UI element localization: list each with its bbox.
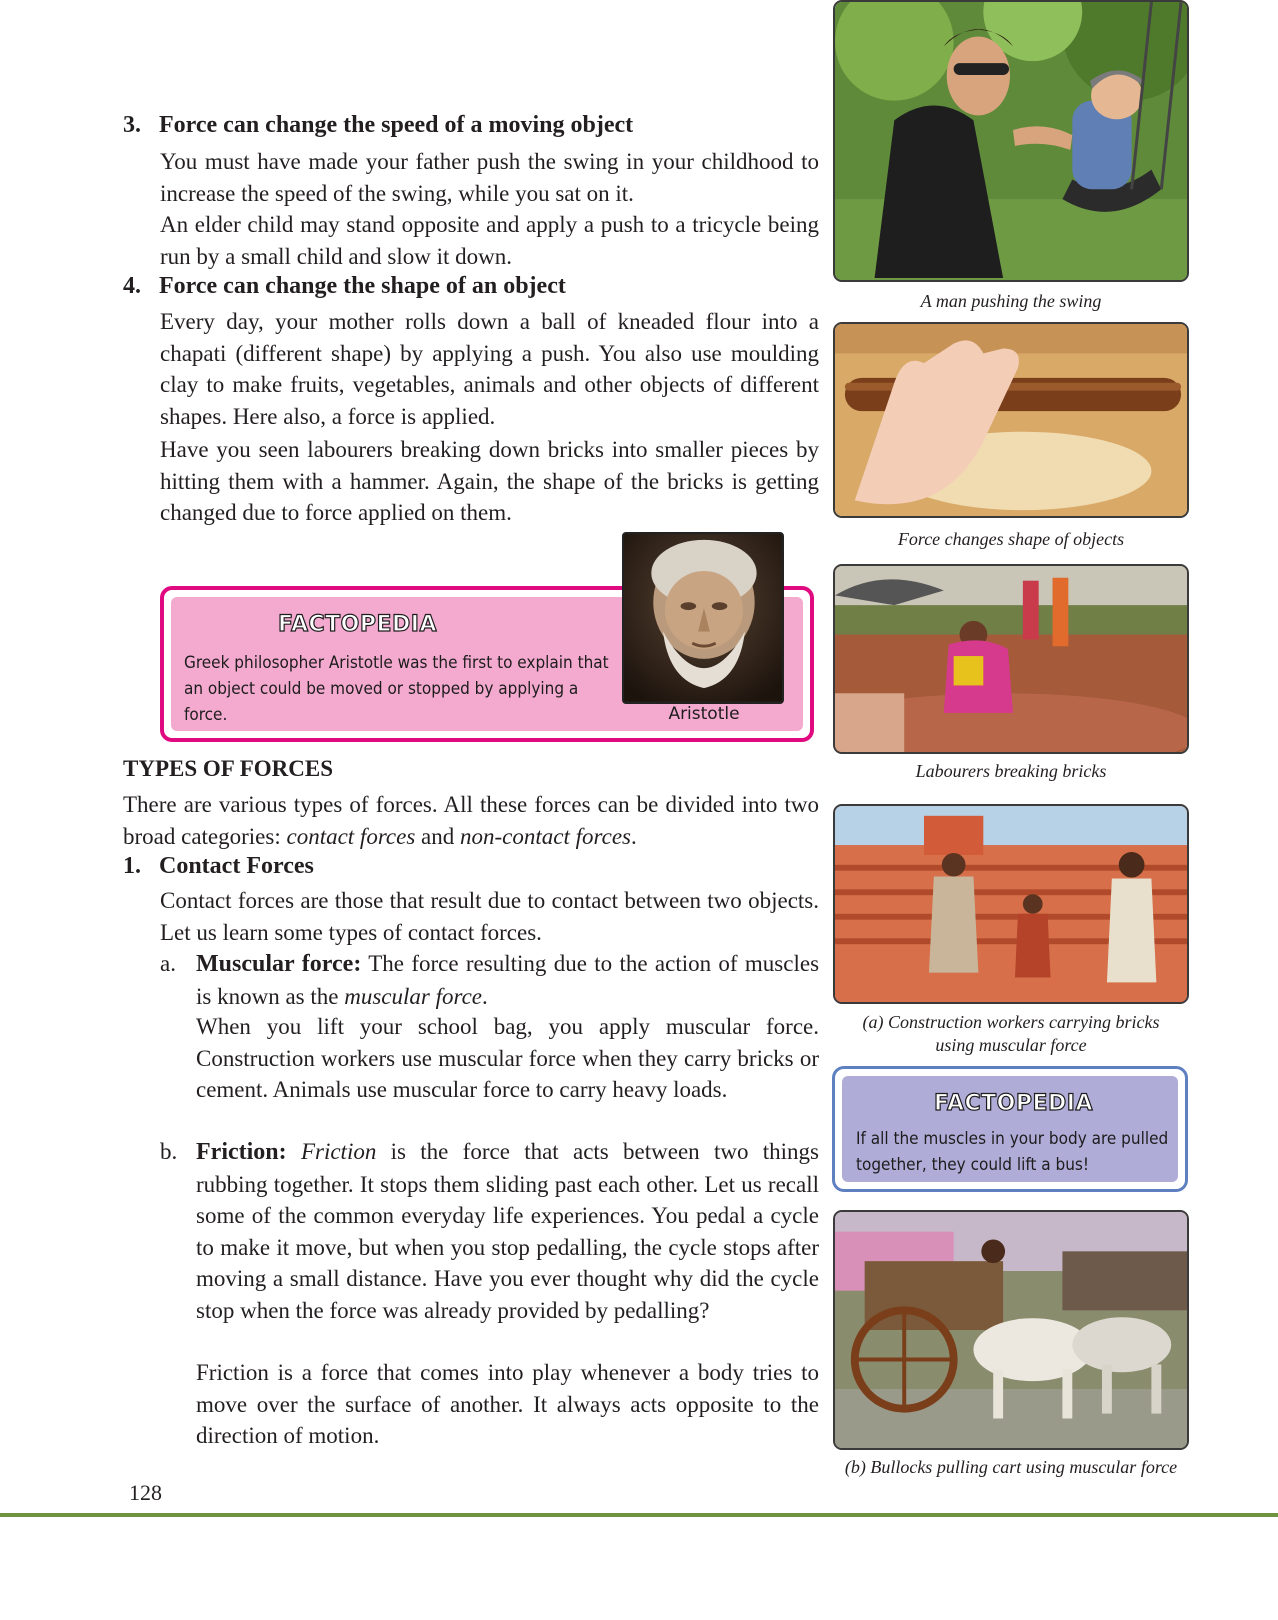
bullocks-caption: (b) Bullocks pulling cart using muscular force — [844, 1457, 1178, 1477]
contact-forces-paragraph: Contact forces are those that result due to contact between two objects. Let us learn some types of contact forces. — [160, 888, 819, 945]
section-3-title: Force can change the speed of a moving object — [159, 112, 634, 138]
muscular-force-letter: a. — [160, 951, 176, 976]
section-4-title: Force can change the shape of an object — [159, 273, 566, 299]
muscular-force-italic: muscular force — [344, 983, 482, 1009]
friction-paragraph-2: Friction is a force that comes into play whenever a body tries to move over the surface of another. It always acts opposite to the direction of motion. — [196, 1360, 819, 1448]
types-noncontact-forces-term: non-contact forces — [460, 823, 631, 849]
aristotle-bust-illustration — [624, 534, 782, 702]
construction-workers-photo — [833, 804, 1189, 1004]
swing-caption: A man pushing the swing — [920, 291, 1102, 311]
factopedia-line-2: an object could be moved or stopped by applying a force. — [184, 679, 579, 725]
bullock-cart-photo — [833, 1210, 1189, 1450]
page-number: 128 — [129, 1480, 162, 1505]
bullock-cart-illustration — [835, 1212, 1187, 1448]
footer-rule — [0, 1513, 1278, 1517]
friction-paragraph — [196, 1136, 819, 1326]
construction-caption-line-1: (a) Construction workers carrying bricks — [862, 1012, 1160, 1032]
section-3-heading — [123, 112, 633, 139]
muscular-force-text: The force resulting due to the action of muscles is known as the — [196, 951, 820, 1009]
muscular-force-paragraph — [196, 948, 819, 1012]
muscular-force-term: Muscular force: — [196, 951, 362, 977]
aristotle-label: Aristotle — [668, 704, 740, 724]
factopedia-2-title: FACTOPEDIA — [934, 1091, 1094, 1116]
aristotle-bust-image — [622, 532, 784, 704]
section-4-heading — [123, 273, 566, 300]
friction-italic: Friction — [300, 1139, 377, 1164]
chapati-photo-illustration — [835, 324, 1187, 516]
friction-text: is the force that acts between two things rubbing together. It stops them sliding past each other. Let us recall some of the common everyday life experiences. You pedal a cycle to make it move, but when you stop pedalling, the cycle stops after moving a small distance. Have you ever thought why did the cycle stop when the force was already provided by pedalling? — [196, 1139, 820, 1323]
construction-caption — [833, 1011, 1189, 1057]
friction-term: Friction: — [196, 1139, 287, 1165]
labourers-photo — [833, 564, 1189, 754]
factopedia-2-line-1: If all the muscles in your body are pulled — [856, 1129, 1169, 1149]
types-contact-forces-term: contact forces — [286, 823, 416, 849]
types-of-forces-heading: TYPES OF FORCES — [123, 756, 334, 781]
types-intro-paragraph — [123, 789, 819, 852]
chapati-caption: Force changes shape of objects — [897, 529, 1125, 549]
contact-forces-title: Contact Forces — [159, 853, 314, 879]
friction-letter: b. — [160, 1139, 178, 1164]
section-4-paragraph-1: Every day, your mother rolls down a ball of kneaded flour into a chapati (different shape) by applying a push. You also use moulding clay to make fruits, vegetables, animals and other objects of different shapes. Here also, a force is applied. — [160, 309, 819, 429]
construction-workers-illustration — [835, 806, 1187, 1002]
factopedia-2-text — [856, 1126, 1176, 1178]
swing-photo-illustration — [835, 2, 1187, 280]
contact-forces-heading — [123, 853, 314, 880]
types-intro-end: . — [630, 823, 637, 849]
factopedia-line-1: Greek philosopher Aristotle was the first to explain that — [184, 653, 609, 673]
types-intro-and: and — [415, 823, 461, 849]
factopedia-2-line-2: together, they could lift a bus! — [856, 1155, 1090, 1175]
labourers-photo-illustration — [835, 566, 1187, 752]
muscular-force-text-end: . — [481, 983, 488, 1009]
factopedia-title: FACTOPEDIA — [278, 612, 438, 637]
factopedia-text — [184, 650, 624, 728]
section-3-paragraph-2: An elder child may stand opposite and apply a push to a tricycle being run by a small child and slow it down. — [160, 212, 819, 269]
contact-forces-number: 1. — [123, 853, 141, 879]
section-3-paragraph-1: You must have made your father push the swing in your childhood to increase the speed of the swing, while you sat on it. — [160, 149, 819, 206]
section-4-number: 4. — [123, 273, 141, 299]
muscular-force-paragraph-2: When you lift your school bag, you apply muscular force. Construction workers use muscular force when they carry bricks or cement. Animals use muscular force to carry heavy loads. — [196, 1014, 819, 1102]
labourers-caption: Labourers breaking bricks — [915, 761, 1107, 781]
swing-photo — [833, 0, 1189, 282]
types-intro-start: There are various types of forces. All these forces can be divided into two broad categories: — [123, 792, 819, 849]
section-4-paragraph-2: Have you seen labourers breaking down bricks into smaller pieces by hitting them with a hammer. Again, the shape of the bricks is getting changed due to force applied on them. — [160, 437, 819, 525]
construction-caption-line-2: using muscular force — [935, 1035, 1087, 1055]
chapati-photo — [833, 322, 1189, 518]
section-3-number: 3. — [123, 112, 141, 138]
